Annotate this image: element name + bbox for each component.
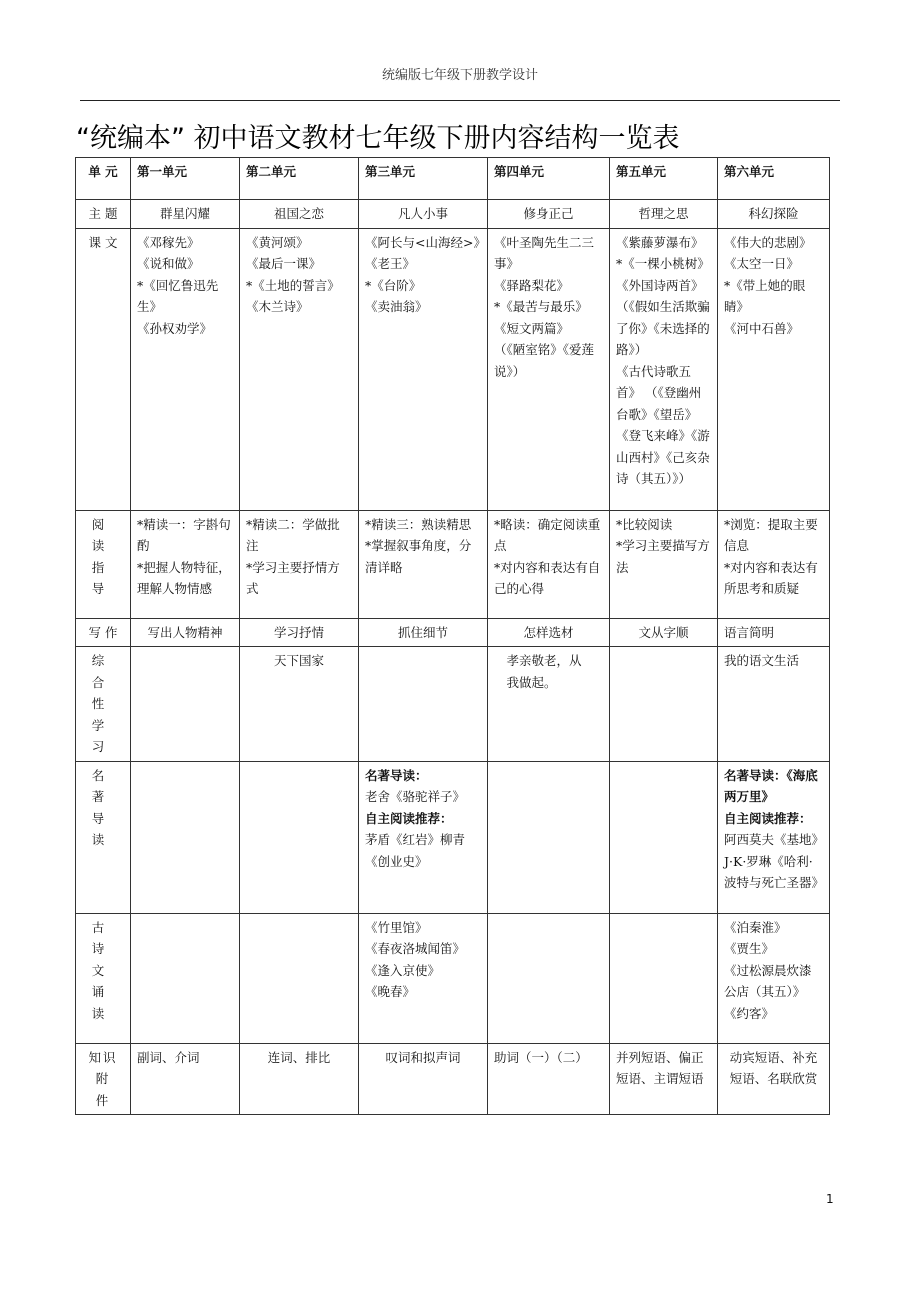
poems-cell <box>240 913 359 1043</box>
text-item: 《最后一课》 <box>246 256 322 271</box>
unit-header: 第三单元 <box>359 158 488 200</box>
theme-cell: 科幻探险 <box>718 200 830 229</box>
reading-item: *学习主要描写方法 <box>616 538 710 575</box>
classics-self-books: 阿西莫夫《基地》J·K·罗琳《哈利·波特与死亡圣器》 <box>724 832 825 890</box>
poem-item: 《约客》 <box>724 1005 775 1021</box>
text-item: 《紫藤萝瀑布》 <box>616 234 704 250</box>
poem-item: 《春夜洛城闻笛》 <box>365 941 466 956</box>
row-label-reading: 阅 读 指 导 <box>76 510 131 618</box>
text-item: *《台阶》 <box>365 277 422 293</box>
text-item: *《最苦与最乐》 <box>494 299 588 314</box>
poem-item: 《泊秦淮》 <box>724 919 787 935</box>
row-writing <box>76 618 830 647</box>
reading-item: *学习主要抒情方式 <box>246 559 340 596</box>
page-number: 1 <box>826 1192 834 1206</box>
poem-item: 《逢入京使》 <box>365 962 441 978</box>
unit-header: 第二单元 <box>240 158 359 200</box>
writing-cell: 写出人物精神 <box>131 618 240 647</box>
classics-guide-label: 名著导读： <box>365 767 428 783</box>
knowledge-cell: 助词（一）（二） <box>488 1043 610 1115</box>
texts-cell <box>610 228 718 510</box>
unit-header: 第五单元 <box>610 158 718 200</box>
row-theme <box>76 200 830 229</box>
texts-cell <box>359 228 488 510</box>
writing-cell: 学习抒情 <box>240 618 359 647</box>
classics-self-books: 茅盾《红岩》柳青《创业史》 <box>365 832 466 869</box>
row-label-poems: 古 诗 文 诵 读 <box>76 913 131 1043</box>
reading-cell <box>718 510 830 618</box>
comprehensive-cell: 孝亲敬老，从我做起。 <box>488 647 610 762</box>
text-item: 《孙权劝学》 <box>137 320 213 336</box>
poem-item: 《贾生》 <box>724 941 775 956</box>
knowledge-cell: 副词、介词 <box>131 1043 240 1115</box>
row-reading <box>76 510 830 618</box>
classics-cell <box>131 761 240 913</box>
text-item: 《河中石兽》 <box>724 320 800 336</box>
text-item: 《短文两篇》 <box>494 320 570 336</box>
unit-header: 第一单元 <box>131 158 240 200</box>
row-label-texts: 课 文 <box>76 228 131 510</box>
text-item: 《木兰诗》 <box>246 299 309 314</box>
classics-self-label: 自主阅读推荐： <box>724 810 812 826</box>
classics-cell <box>718 761 830 913</box>
text-item: *《土地的誓言》 <box>246 277 340 293</box>
reading-item: *精读一：字斟句酌 <box>137 516 231 553</box>
reading-item: *掌握叙事角度，分清详略 <box>365 538 472 575</box>
page-header: 统编版七年级下册教学设计 <box>381 68 538 83</box>
poem-item: 《晚春》 <box>365 984 416 999</box>
classics-cell <box>240 761 359 913</box>
unit-header: 第四单元 <box>488 158 610 200</box>
text-item: 《伟大的悲剧》 <box>724 234 812 250</box>
classics-cell <box>488 761 610 913</box>
text-item: 《驿路梨花》 <box>494 277 570 293</box>
poems-cell <box>718 913 830 1043</box>
writing-cell: 抓住细节 <box>359 618 488 647</box>
theme-cell: 祖国之恋 <box>240 200 359 229</box>
text-item: 《卖油翁》 <box>365 299 428 314</box>
texts-cell <box>718 228 830 510</box>
row-label-comprehensive: 综 合 性 学 习 <box>76 647 131 762</box>
row-poems <box>76 913 830 1043</box>
reading-item: *精读三：熟读精思 <box>365 516 472 532</box>
reading-item: *对内容和表达有自己的心得 <box>494 559 601 596</box>
knowledge-cell: 并列短语、偏正短语、主谓短语 <box>610 1043 718 1115</box>
texts-cell <box>488 228 610 510</box>
text-item: *《一棵小桃树》 <box>616 256 710 271</box>
poems-cell <box>131 913 240 1043</box>
text-item: 《阿长与<山海经>》 <box>365 234 486 250</box>
text-item: *《回忆鲁迅先生》 <box>137 277 219 314</box>
row-classics <box>76 761 830 913</box>
theme-cell: 凡人小事 <box>359 200 488 229</box>
text-item: 《说和做》 <box>137 256 200 271</box>
texts-cell <box>240 228 359 510</box>
row-label-classics: 名 著 导 读 <box>76 761 131 913</box>
row-texts <box>76 228 830 510</box>
text-item: 《外国诗两首》 <box>616 277 704 293</box>
poems-cell <box>610 913 718 1043</box>
writing-cell: 文从字顺 <box>610 618 718 647</box>
writing-cell: 语言简明 <box>718 618 830 647</box>
classics-guide: 名著导读：《海底两万里》 <box>724 767 818 804</box>
comprehensive-cell: 我的语文生活 <box>718 647 830 762</box>
comprehensive-cell <box>359 647 488 762</box>
text-item: 《太空一日》 <box>724 256 800 271</box>
classics-guide-book: 老舍《骆驼祥子》 <box>365 789 466 804</box>
text-item: *《带上她的眼睛》 <box>724 277 806 314</box>
unit-header: 第六单元 <box>718 158 830 200</box>
reading-cell <box>240 510 359 618</box>
text-item: 《邓稼先》 <box>137 234 200 250</box>
classics-cell <box>359 761 488 913</box>
reading-item: *略读：确定阅读重点 <box>494 516 601 553</box>
document-title: “统编本” 初中语文教材七年级下册内容结构一览表 <box>76 123 680 154</box>
texts-cell <box>131 228 240 510</box>
header-rule <box>80 100 840 101</box>
comprehensive-cell <box>131 647 240 762</box>
row-unit <box>76 158 830 200</box>
row-label-writing: 写 作 <box>76 618 131 647</box>
reading-cell <box>488 510 610 618</box>
writing-cell: 怎样选材 <box>488 618 610 647</box>
theme-cell: 哲理之思 <box>610 200 718 229</box>
poem-item: 《过松源晨炊漆公店（其五）》 <box>724 962 812 999</box>
row-label-theme: 主 题 <box>76 200 131 229</box>
poems-cell <box>359 913 488 1043</box>
classics-cell <box>610 761 718 913</box>
knowledge-cell: 连词、排比 <box>240 1043 359 1115</box>
reading-item: *比较阅读 <box>616 516 673 532</box>
classics-self-label: 自主阅读推荐： <box>365 810 453 826</box>
row-label-unit: 单 元 <box>76 158 131 200</box>
reading-cell <box>131 510 240 618</box>
reading-item: *把握人物特征，理解人物情感 <box>137 559 231 596</box>
reading-cell <box>610 510 718 618</box>
reading-item: *精读二：学做批注 <box>246 516 340 553</box>
row-comprehensive <box>76 647 830 762</box>
text-item: （《假如生活欺骗了你》《未选择的路》） <box>616 299 710 357</box>
text-item: 《黄河颂》 <box>246 234 309 250</box>
comprehensive-cell: 天下国家 <box>240 647 359 762</box>
comprehensive-cell <box>610 647 718 762</box>
reading-item: *对内容和表达有所思考和质疑 <box>724 559 818 596</box>
knowledge-cell: 动宾短语、补充短语、名联欣赏 <box>718 1043 830 1115</box>
knowledge-cell: 叹词和拟声词 <box>359 1043 488 1115</box>
text-item: 《老王》 <box>365 256 416 271</box>
reading-item: *浏览：提取主要信息 <box>724 516 818 553</box>
poem-item: 《竹里馆》 <box>365 919 428 935</box>
theme-cell: 群星闪耀 <box>131 200 240 229</box>
theme-cell: 修身正己 <box>488 200 610 229</box>
poems-cell <box>488 913 610 1043</box>
text-item: （《陋室铭》《爱莲说》） <box>494 342 595 379</box>
content-structure-table <box>75 157 830 1115</box>
text-item: 《叶圣陶先生二三事》 <box>494 234 595 271</box>
row-label-knowledge: 知识 附 件 <box>76 1043 131 1115</box>
row-knowledge <box>76 1043 830 1115</box>
text-item: 《古代诗歌五首》 （《登幽州台歌》《望岳》《登飞来峰》《游山西村》《己亥杂诗（其五）》） <box>616 363 710 486</box>
reading-cell <box>359 510 488 618</box>
